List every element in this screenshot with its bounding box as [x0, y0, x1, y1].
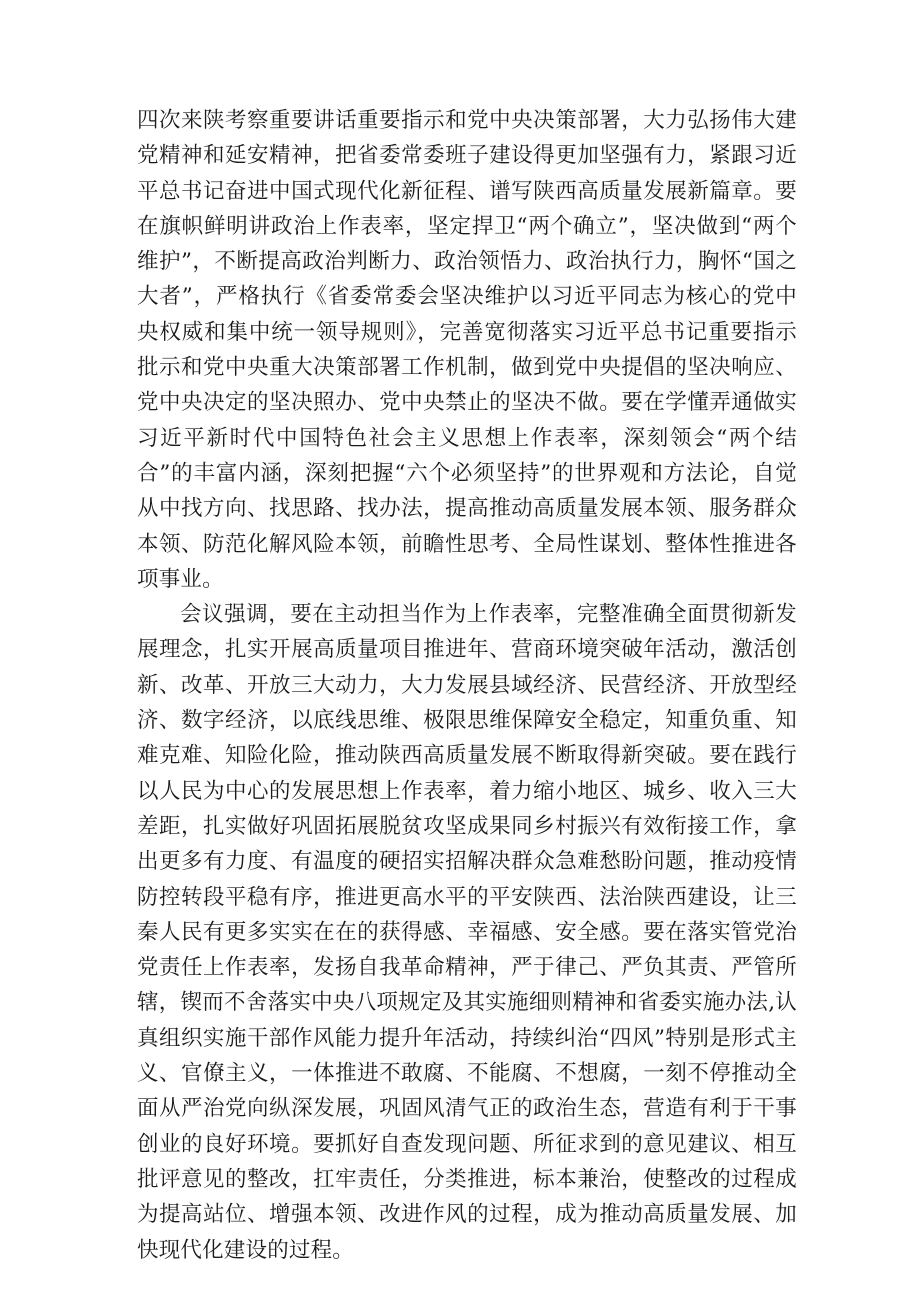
paragraph-1: 四次来陕考察重要讲话重要指示和党中央决策部署，大力弘扬伟大建党精神和延安精神，把省委常委班子建设得更加坚强有力，紧跟习近平总书记奋进中国式现代化新征程、谱写陕西高质量发展新篇章。要在旗帜鲜明讲政治上作表率，坚定捍卫“两个确立”，坚决做到“两个维护”，不断提高政治判断力、政治领悟力、政治执行力，胸怀“国之大者”，严格执行《省委常委会坚决维护以习近平同志为核心的党中央权威和集中统一领导规则》，完善宽彻落实习近平总书记重要指示批示和党中央重大决策部署工作机制，做到党中央提倡的坚决响应、党中央决定的坚决照办、党中央禁止的坚决不做。要在学懂弄通做实习近平新时代中国特色社会主义思想上作表率，深刻领会“两个结合”的丰富内涵，深刻把握“六个必须坚持”的世界观和方法论，自觉从中找方向、找思路、找办法，提高推动高质量发展本领、服务群众本领、防范化解风险本领，前瞻性思考、全局性谋划、整体性推进各项事业。	[137, 108, 797, 592]
paragraph-2: 会议强调，要在主动担当作为上作表率，完整准确全面贯彻新发展理念，扎实开展高质量项目推进年、营商环境突破年活动，激活创新、改革、开放三大动力，大力发展县域经济、民营经济、开放型经济、数字经济，以底线思维、极限思维保障安全稳定，知重负重、知难克难、知险化险，推动陕西高质量发展不断取得新突破。要在践行以人民为中心的发展思想上作表率，着力缩小地区、城乡、收入三大差距，扎实做好巩固拓展脱贫攻坚成果同乡村振兴有效衔接工作，拿出更多有力度、有温度的硬招实招解决群众急难愁盼问题，推动疫情防控转段平稳有序，推进更高水平的平安陕西、法治陕西建设，让三秦人民有更多实实在在的获得感、幸福感、安全感。要在落实管党治党责任上作表率，发扬自我革命精神，严于律己、严负其责、严管所辖，锲而不舍落实中央八项规定及其实施细则精神和省委实施办法,认真组织实施干部作风能力提升年活动，持续纠治“四风”特别是形式主义、官僚主义，一体推进不敢腐、不能腐、不想腐，一刻不停推动全面从严治党向纵深发展，巩固风清气正的政治生态，营造有利于干事创业的良好环境。要抓好自查发现问题、所征求到的意见建议、相互批评意见的整改，扛牢责任，分类推进，标本兼治，使整改的过程成为提高站位、增强本领、改进作风的过程，成为推动高质量发展、加快现代化建设的过程。	[137, 602, 797, 1263]
body-text	[137, 103, 797, 1268]
